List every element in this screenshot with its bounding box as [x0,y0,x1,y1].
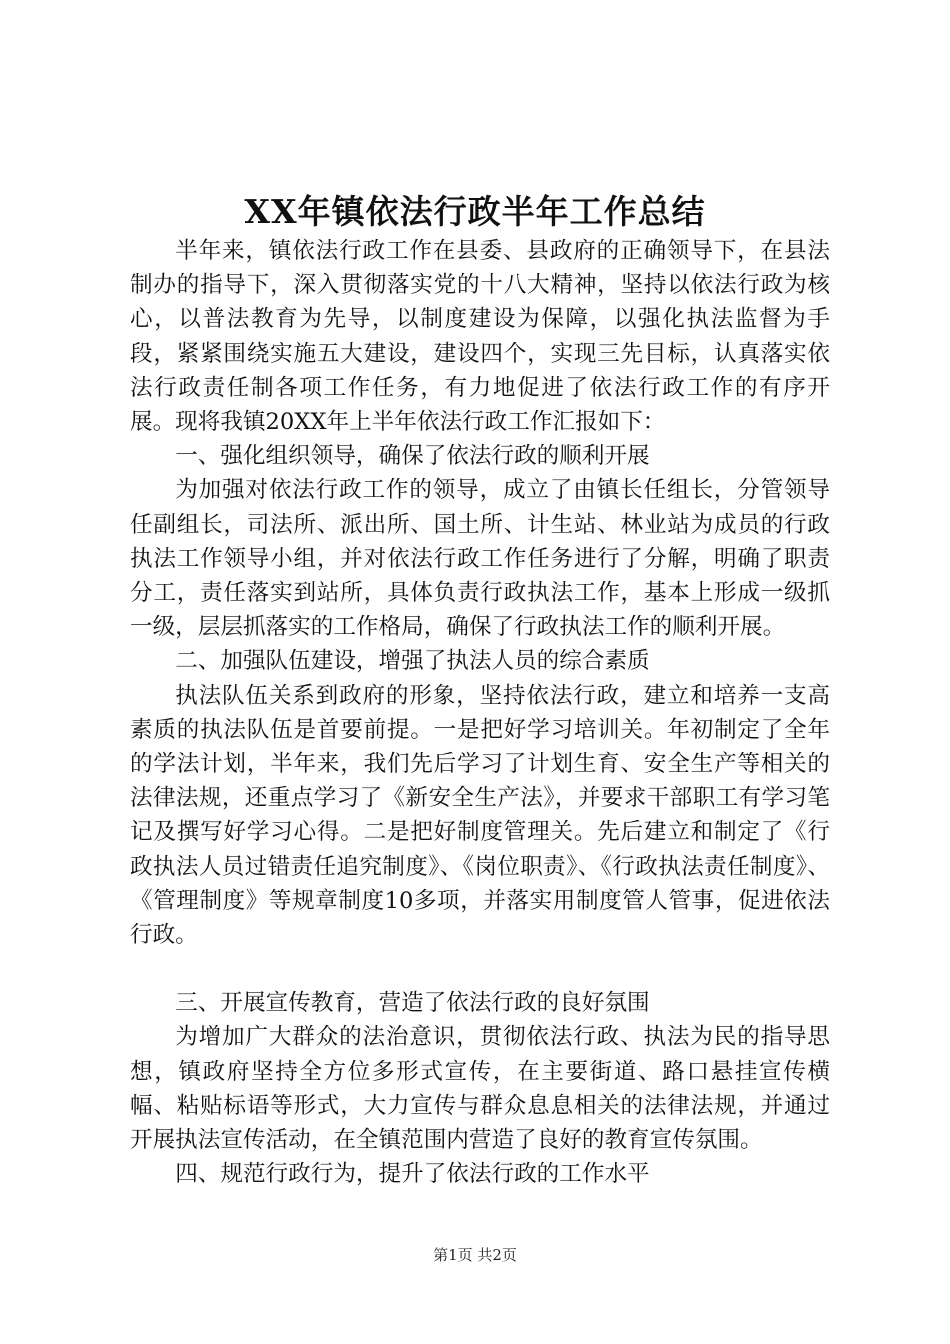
section-paragraph-3: 为增加广大群众的法治意识，贯彻依法行政、执法为民的指导思想，镇政府坚持全方位多形式宣传，在主要街道、路口悬挂宣传横幅、粘贴标语等形式，大力宣传与群众息息相关的法律法规，并通过开展执法宣传活动，在全镇范围内营造了良好的教育宣传氛围。 [130,1024,830,1154]
document-title: XX年镇依法行政半年工作总结 [244,192,706,231]
section-heading-3: 三、开展宣传教育，营造了依法行政的良好氛围 [175,990,650,1017]
intro-paragraph: 半年来，镇依法行政工作在县委、县政府的正确领导下，在县法制办的指导下，深入贯彻落实党的十八大精神，坚持以依法行政为核心，以普法教育为先导，以制度建设为保障，以强化执法监督为手段，紧紧围绕实施五大建设，建设四个，实现三先目标，认真落实依法行政责任制各项工作任务，有力地促进了依法行政工作的有序开展。现将我镇20XX年上半年依法行政工作汇报如下： [130,238,830,436]
document-body [130,234,830,1191]
section-heading-1: 一、强化组织领导，确保了依法行政的顺利开展 [175,443,650,470]
section-heading-4: 四、规范行政行为，提升了依法行政的工作水平 [175,1161,650,1188]
section-paragraph-2: 执法队伍关系到政府的形象，坚持依法行政，建立和培养一支高素质的执法队伍是首要前提。一是把好学习培训关。年初制定了全年的学法计划，半年来，我们先后学习了计划生育、安全生产等相关的法律法规，还重点学习了《新安全生产法》，并要求干部职工有学习笔记及撰写好学习心得。二是把好制度管理关。先后建立和制定了《行政执法人员过错责任追究制度》、《岗位职责》、《行政执法责任制度》、《管理制度》等规章制度10多项，并落实用制度管人管事，促进依法行政。 [130,682,830,949]
blank-line [130,952,830,986]
section-paragraph-1: 为加强对依法行政工作的领导，成立了由镇长任组长，分管领导任副组长，司法所、派出所、国土所、计生站、林业站为成员的行政执法工作领导小组，并对依法行政工作任务进行了分解，明确了职责分工，责任落实到站所，具体负责行政执法工作，基本上形成一级抓一级，层层抓落实的工作格局，确保了行政执法工作的顺利开展。 [130,477,830,641]
section-heading-2: 二、加强队伍建设，增强了执法人员的综合素质 [175,648,650,675]
page-number: 第1页 共2页 [433,1246,517,1264]
